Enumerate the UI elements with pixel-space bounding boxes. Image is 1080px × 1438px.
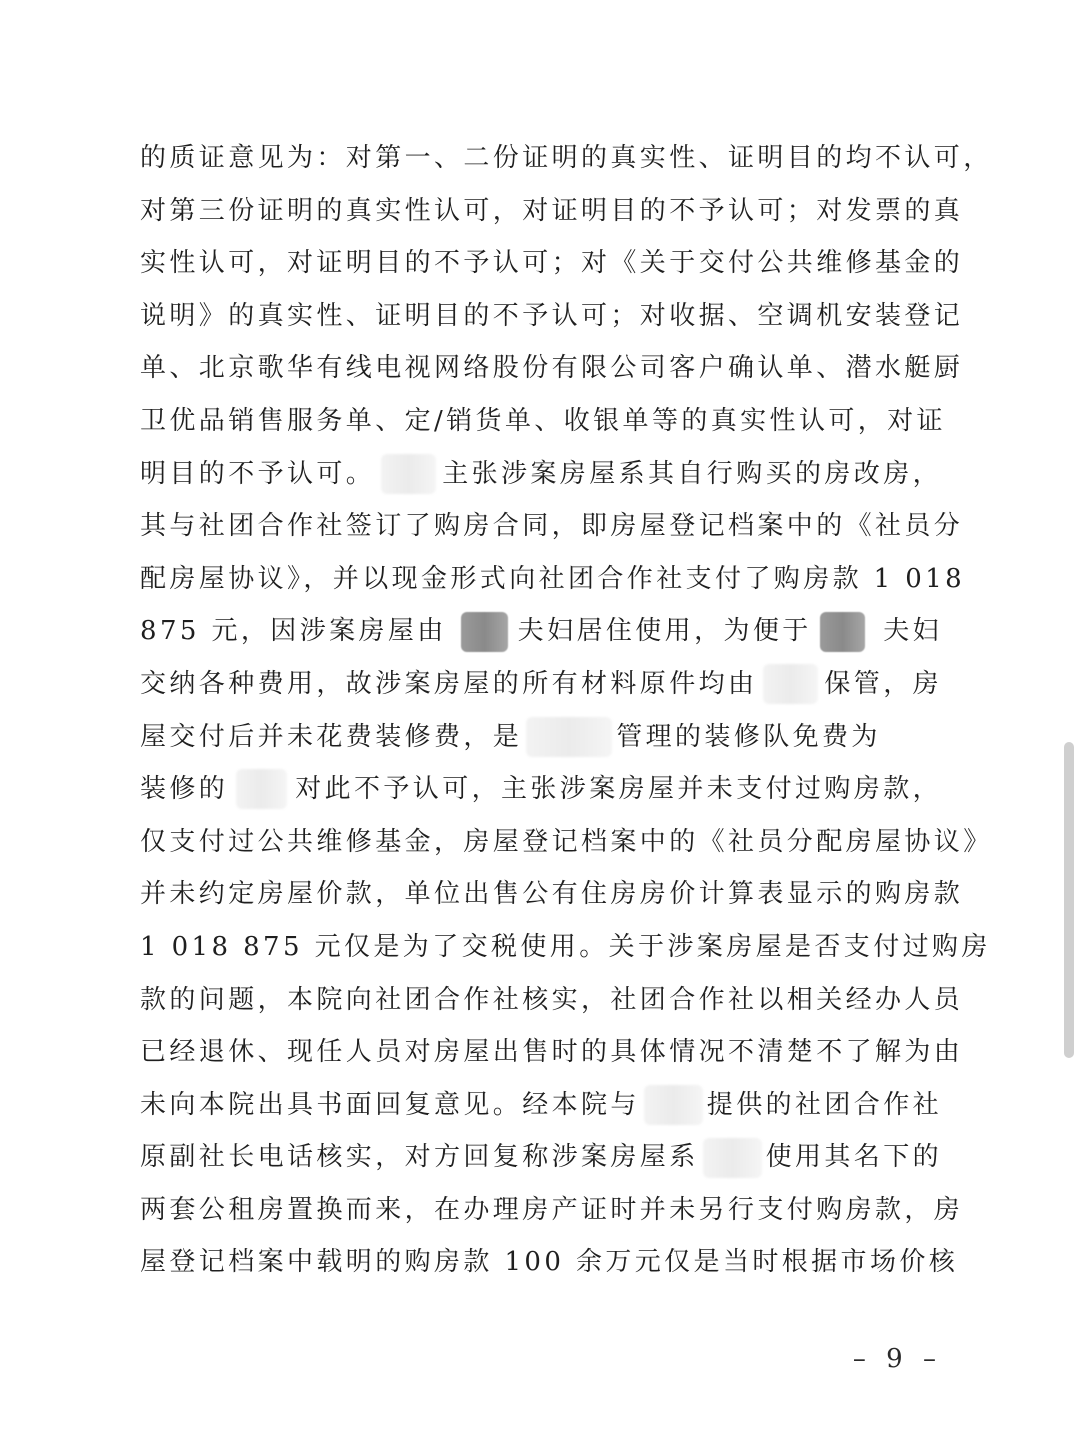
text-segment: 配房屋协议》，并以现金形式向社团合作社支付了购房款 1 018 (140, 563, 966, 594)
text-line (140, 1026, 964, 1079)
text-segment: 卫优品销售服务单、定/销货单、收银单等的真实性认可，对证 (140, 405, 946, 436)
text-line (140, 290, 964, 343)
page-number: – 9 – (852, 1344, 942, 1374)
text-line (140, 448, 942, 501)
text-line (140, 711, 942, 764)
body-text (140, 132, 993, 1289)
text-line (140, 500, 964, 553)
text-segment: 装修的 (140, 774, 229, 805)
vertical-scrollbar[interactable] (1064, 742, 1074, 1058)
text-line (140, 868, 964, 921)
text-segment: 夫妇 (883, 616, 942, 647)
text-line (140, 974, 964, 1027)
text-segment: 并未约定房屋价款，单位出售公有住房房价计算表显示的购房款 (140, 879, 964, 910)
text-segment: 明目的不予认可。 (140, 458, 376, 489)
text-segment: 管理的装修队免费为 (616, 721, 881, 752)
text-line (140, 1079, 942, 1132)
text-segment: 款的问题，本院向社团合作社核实，社团合作社以相关经办人员 (140, 984, 964, 1015)
text-segment: 保管，房 (824, 668, 942, 699)
text-line (140, 1184, 964, 1237)
text-line (140, 605, 942, 658)
text-line (140, 1236, 959, 1289)
redaction-block (236, 769, 287, 809)
text-segment: 对此不予认可，主张涉案房屋并未支付过购房款， (295, 774, 942, 805)
text-line (140, 658, 942, 711)
text-line (140, 816, 993, 869)
text-segment: 说明》的真实性、证明目的不予认可；对收据、空调机安装登记 (140, 300, 964, 331)
text-line (140, 342, 964, 395)
text-segment: 屋交付后并未花费装修费，是 (140, 721, 523, 752)
text-line (140, 395, 946, 448)
text-segment: 单、北京歌华有线电视网络股份有限公司客户确认单、潜水艇厨 (140, 353, 964, 384)
text-line (140, 553, 966, 606)
redaction-block (820, 612, 866, 652)
text-segment: 其与社团合作社签订了购房合同，即房屋登记档案中的《社员分 (140, 511, 964, 542)
text-segment: 屋登记档案中载明的购房款 100 余万元仅是当时根据市场价核 (140, 1247, 959, 1278)
redaction-block (763, 664, 818, 704)
text-line (140, 921, 991, 974)
redaction-block (703, 1138, 762, 1178)
redaction-block (461, 612, 508, 652)
redaction-block (644, 1085, 703, 1125)
text-line (140, 763, 942, 816)
text-segment: 对第三份证明的真实性认可，对证明目的不予认可；对发票的真 (140, 195, 964, 226)
text-segment: 的质证意见为：对第一、二份证明的真实性、证明目的均不认可， (140, 143, 993, 173)
text-segment: 已经退休、现任人员对房屋出售时的具体情况不清楚不了解为由 (140, 1037, 964, 1068)
text-line (140, 132, 993, 185)
text-line (140, 237, 964, 290)
text-segment: 未向本院出具书面回复意见。经本院与 (140, 1089, 640, 1120)
text-segment: 仅支付过公共维修基金，房屋登记档案中的《社员分配房屋协议》 (140, 826, 993, 857)
redaction-block (526, 717, 612, 757)
text-segment: 实性认可，对证明目的不予认可；对《关于交付公共维修基金的 (140, 248, 964, 279)
text-segment: 主张涉案房屋系其自行购买的房改房， (442, 458, 942, 489)
text-segment: 875 元，因涉案房屋由 (140, 616, 447, 647)
text-segment: 交纳各种费用，故涉案房屋的所有材料原件均由 (140, 668, 758, 699)
text-segment: 夫妇居住使用，为便于 (517, 616, 812, 647)
redaction-block (381, 454, 436, 494)
text-line (140, 185, 964, 238)
text-line (140, 1131, 942, 1184)
text-segment: 两套公租房置换而来，在办理房产证时并未另行支付购房款，房 (140, 1194, 964, 1225)
text-segment: 使用其名下的 (765, 1142, 942, 1173)
text-segment: 原副社长电话核实，对方回复称涉案房屋系 (140, 1142, 699, 1173)
text-segment: 1 018 875 元仅是为了交税使用。关于涉案房屋是否支付过购房 (140, 931, 991, 962)
text-segment: 提供的社团合作社 (706, 1089, 942, 1120)
